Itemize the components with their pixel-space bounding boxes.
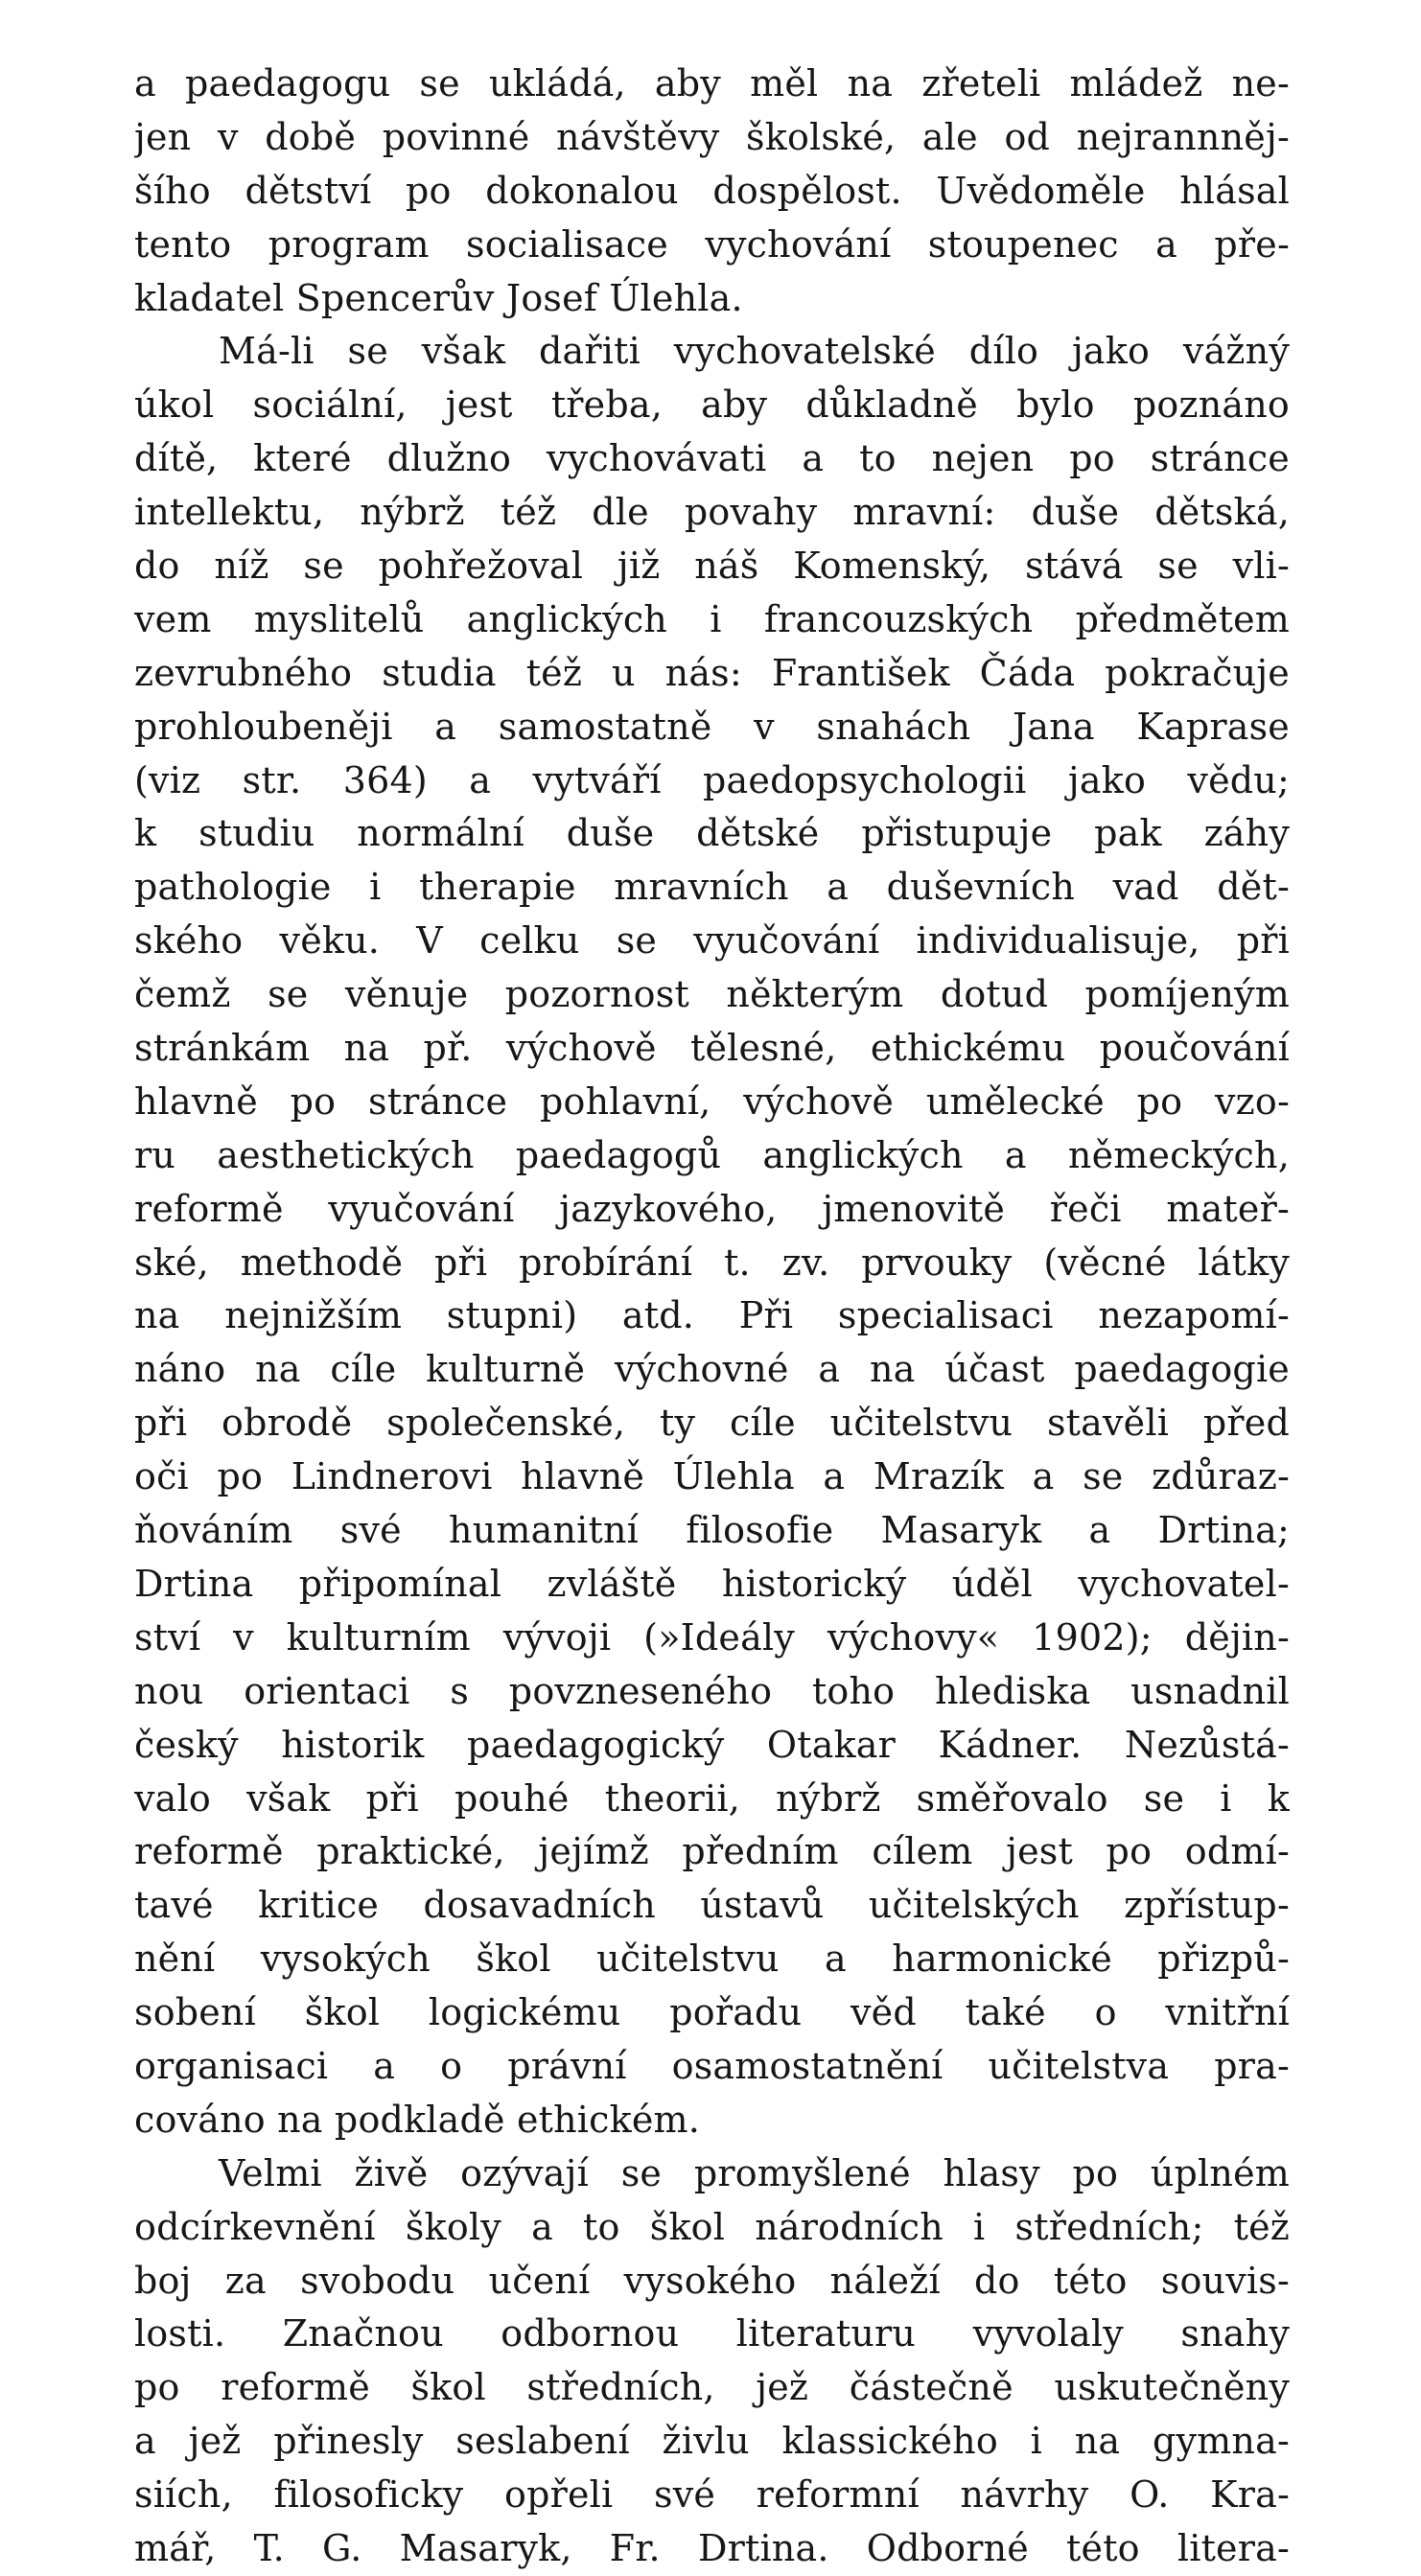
text-line: oči po Lindnerovi hlavně Úlehla a Mrazík a se zdůraz- — [134, 1455, 1290, 1498]
text-line: vem myslitelů anglických i francouzských předmětem — [134, 597, 1290, 640]
text-line: mář, T. G. Masaryk, Fr. Drtina. Odborné této litera- — [134, 2526, 1290, 2569]
text-line: reformě praktické, jejímž předním cílem jest po odmí- — [134, 1830, 1290, 1873]
document-page — [134, 58, 1290, 2576]
text-line: nění vysokých škol učitelstvu a harmonické přizpů- — [134, 1938, 1290, 1981]
text-line: sobení škol logickému pořadu věd také o vnitřní — [134, 1991, 1290, 2034]
text-line: nou orientaci s povzneseného toho hlediska usnadnil — [134, 1669, 1290, 1712]
text-line: náno na cíle kulturně výchovné a na účast paedagogie — [134, 1348, 1290, 1391]
text-line: šího dětství po dokonalou dospělost. Uvědoměle hlásal — [134, 169, 1290, 212]
text-line: hlavně po stránce pohlavní, výchově umělecké po vzo- — [134, 1079, 1290, 1123]
text-line: Drtina připomínal zvláště historický úděl vychovatel- — [134, 1562, 1290, 1605]
text-line: na nejnižším stupni) atd. Při specialisaci nezapomí- — [134, 1294, 1290, 1337]
text-line: cováno na podkladě ethickém. — [134, 2098, 701, 2141]
text-line: stránkám na př. výchově tělesné, ethickému poučování — [134, 1027, 1290, 1070]
text-line: ského věku. V celku se vyučování individualisuje, při — [134, 919, 1290, 963]
text-line: prohloubeněji a samostatně v snahách Jana Kaprase — [134, 705, 1290, 748]
text-line: ské, methodě při probírání t. zv. prvouky (věcné látky — [134, 1241, 1290, 1284]
text-line: pathologie i therapie mravních a duševních vad dět- — [134, 866, 1290, 909]
text-line: valo však při pouhé theorii, nýbrž směřovalo se i k — [134, 1776, 1290, 1820]
text-line: intellektu, nýbrž též dle povahy mravní: duše dětská, — [134, 491, 1290, 534]
text-line: k studiu normální duše dětské přistupuje pak záhy — [134, 812, 1290, 855]
text-line: a paedagogu se ukládá, aby měl na zřeteli mládež ne- — [134, 62, 1290, 104]
text-line: (viz str. 364) a vytváří paedopsychologii jako vědu; — [134, 758, 1290, 801]
text-line: kladatel Spencerův Josef Úlehla. — [134, 276, 743, 319]
text-line: a jež přinesly seslabení živlu klassického i na gymna- — [134, 2420, 1290, 2463]
text-line: úkol sociální, jest třeba, aby důkladně bylo poznáno — [134, 383, 1290, 427]
text-line: losti. Značnou odbornou literaturu vyvolaly snahy — [134, 2312, 1290, 2356]
paragraph-start-line: Má-li se však dařiti vychovatelské dílo jako vážný — [219, 330, 1290, 373]
text-line: jen v době povinné návštěvy školské, ale od nejrannněj- — [134, 115, 1290, 158]
text-line: dítě, které dlužno vychovávati a to nejen po stránce — [134, 437, 1290, 480]
text-line: český historik paedagogický Otakar Kádner. Nezůstá- — [134, 1723, 1290, 1766]
text-line: organisaci a o právní osamostatnění učitelstva pra- — [134, 2044, 1290, 2087]
text-line: do níž se pohřežoval již náš Komenský, stává se vli- — [134, 545, 1290, 588]
text-line: tavé kritice dosavadních ústavů učitelských zpřístup- — [134, 1884, 1290, 1927]
text-line: boj za svobodu učení vysokého náleží do této souvis- — [134, 2259, 1290, 2302]
text-line: po reformě škol středních, jež částečně uskutečněny — [134, 2366, 1290, 2409]
text-line: ňováním své humanitní filosofie Masaryk a Drtina; — [134, 1509, 1290, 1552]
text-line: odcírkevnění školy a to škol národních i středních; též — [134, 2205, 1290, 2248]
text-line: ství v kulturním vývoji (»Ideály výchovy« 1902); dějin- — [134, 1615, 1290, 1659]
text-line: při obrodě společenské, ty cíle učitelstvu stavěli před — [134, 1402, 1290, 1445]
text-line: reformě vyučování jazykového, jmenovitě řeči mateř- — [134, 1187, 1290, 1230]
text-line: ru aesthetických paedagogů anglických a německých, — [134, 1133, 1290, 1176]
text-line: siích, filosoficky opřeli své reformní návrhy O. Kra- — [134, 2473, 1290, 2517]
paragraph-start-line: Velmi živě ozývají se promyšlené hlasy po úplném — [219, 2151, 1290, 2194]
text-line: zevrubného studia též u nás: František Čáda pokračuje — [134, 651, 1290, 694]
text-line: tento program socialisace vychování stoupenec a pře- — [134, 222, 1290, 266]
text-line: čemž se věnuje pozornost některým dotud pomíjeným — [134, 973, 1290, 1016]
